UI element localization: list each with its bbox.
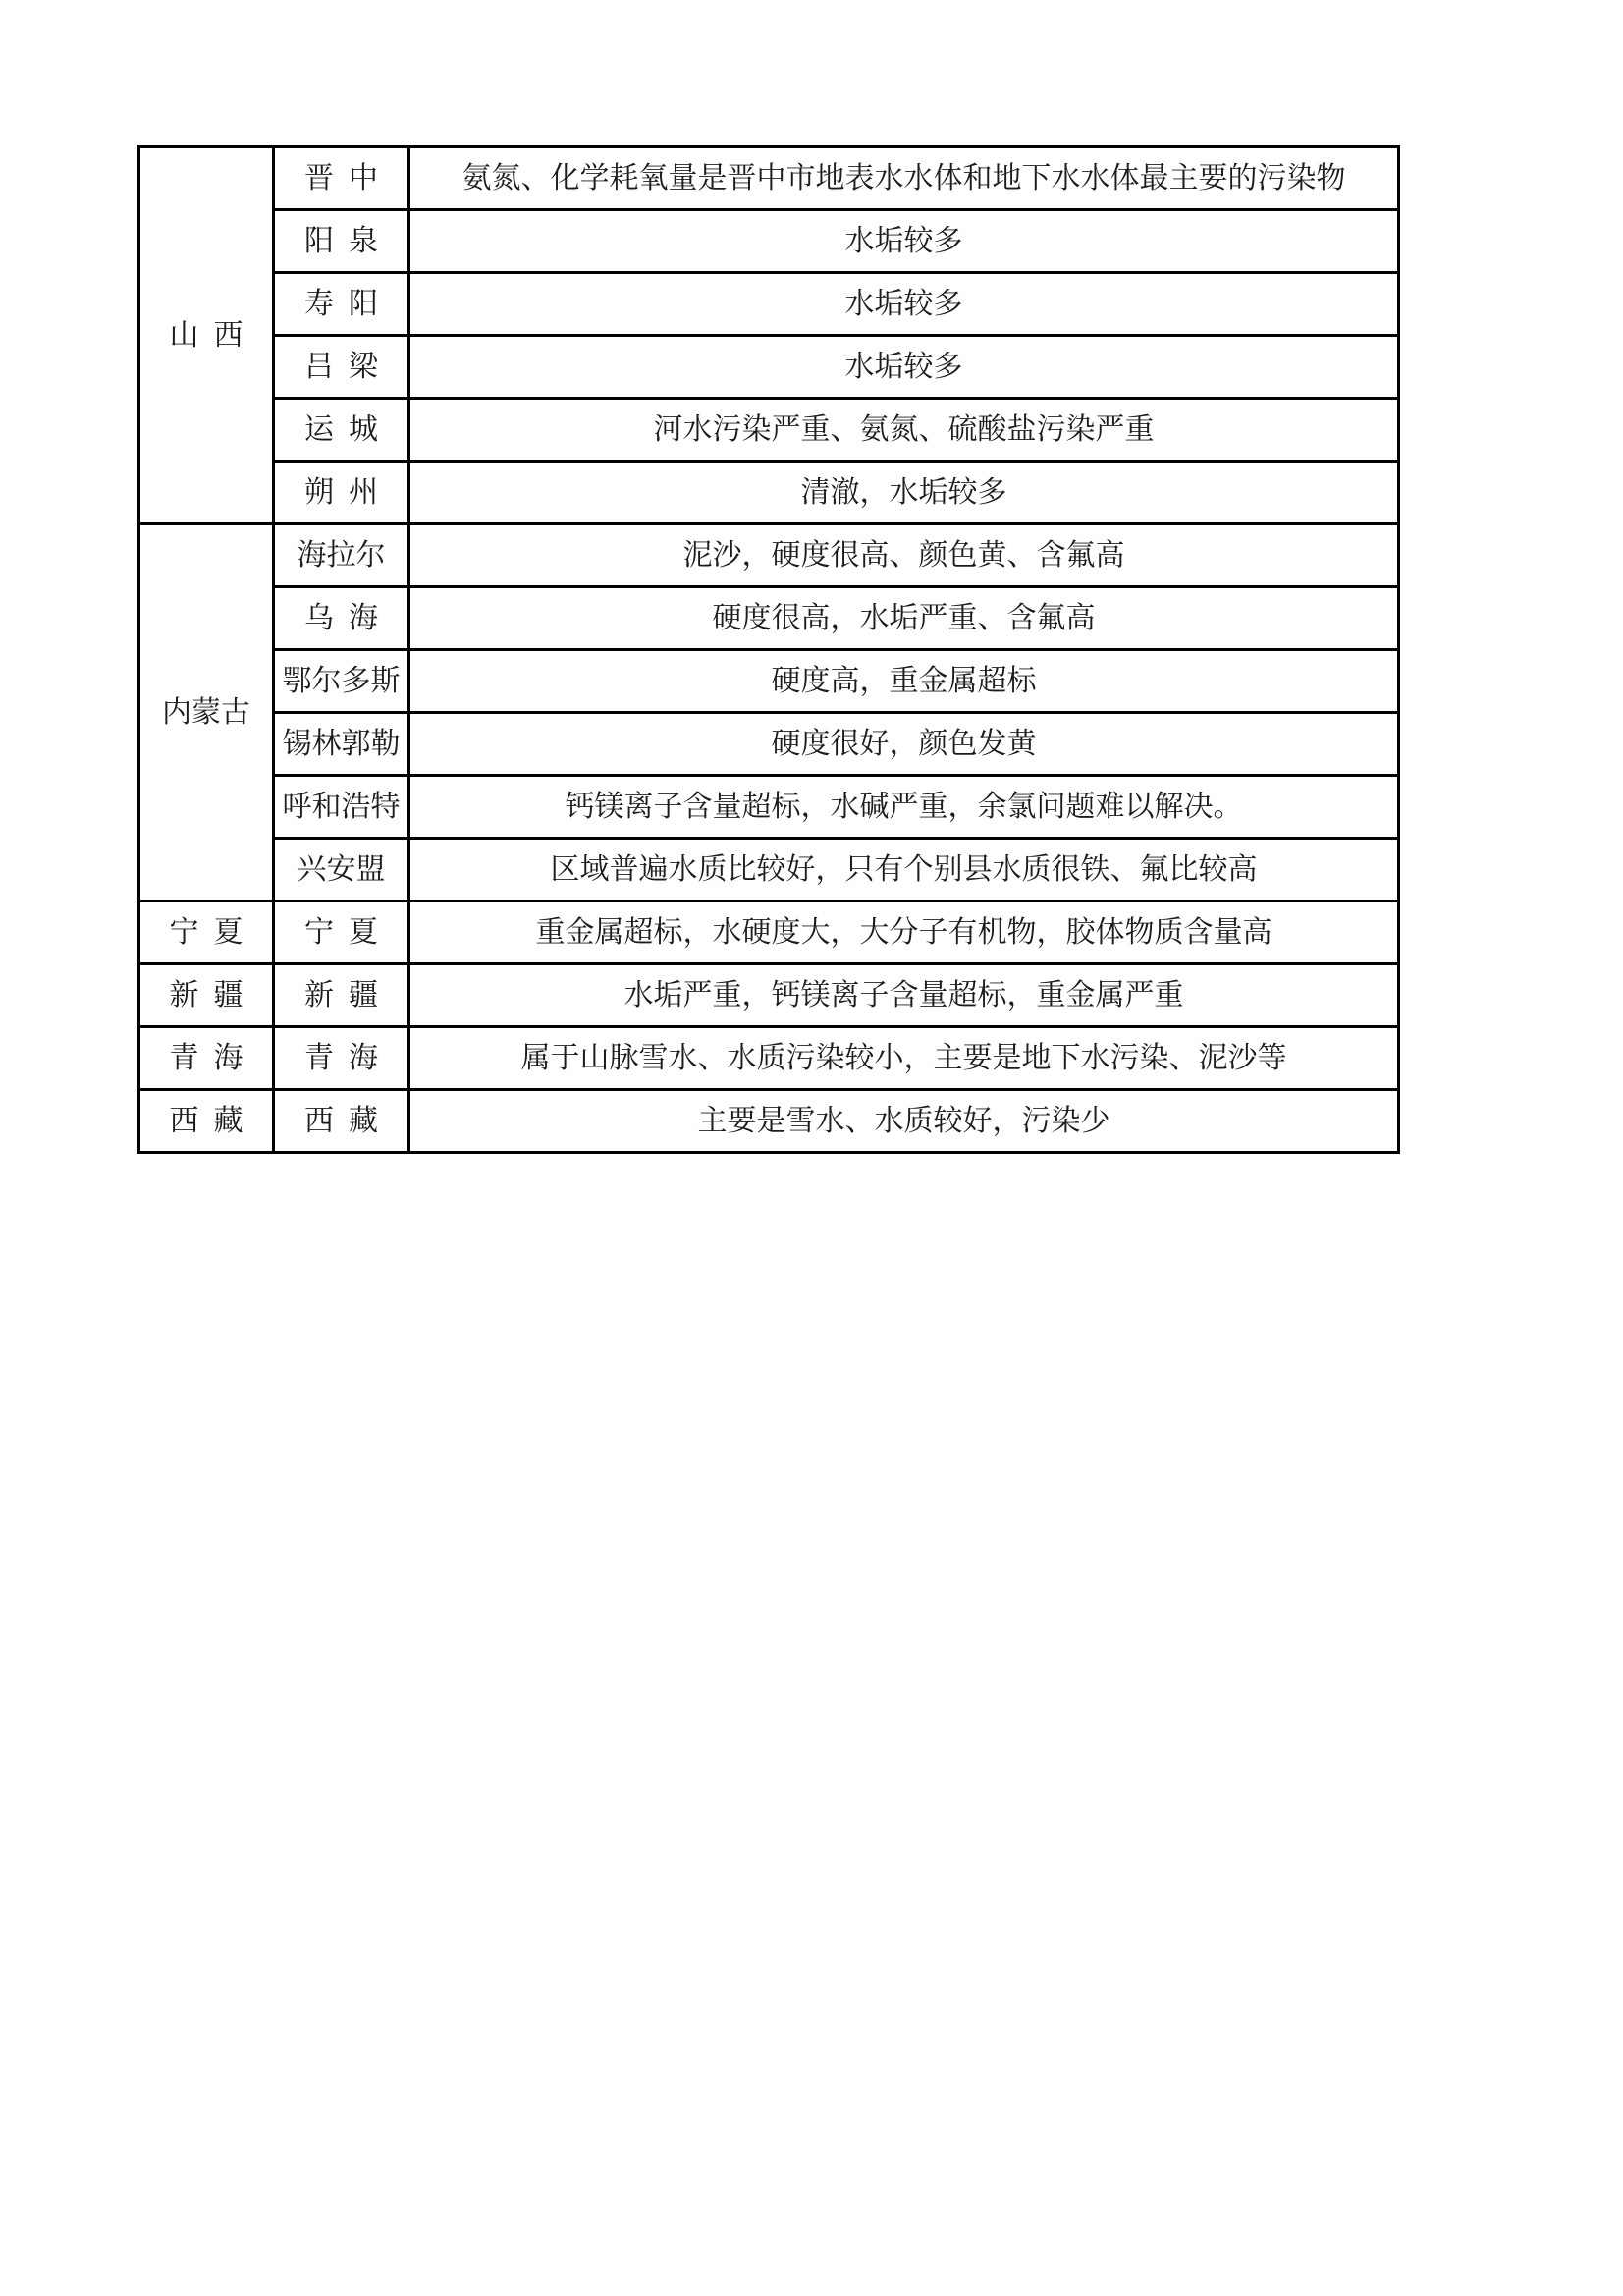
city-label: 寿阳 <box>304 287 393 320</box>
description-text: 属于山脉雪水、水质污染较小，主要是地下水污染、泥沙等 <box>520 1041 1287 1074</box>
city-cell <box>274 587 409 650</box>
city-cell <box>274 524 409 587</box>
description-text: 清澈，水垢较多 <box>800 475 1007 509</box>
table-row <box>139 713 1399 776</box>
city-label: 晋中 <box>304 161 393 194</box>
table-row <box>139 839 1399 902</box>
city-cell <box>274 336 409 399</box>
description-text: 水垢较多 <box>844 287 963 320</box>
city-label: 西藏 <box>304 1104 393 1137</box>
city-cell <box>274 273 409 336</box>
description-cell <box>409 147 1399 210</box>
description-cell <box>409 524 1399 587</box>
description-text: 硬度很好，颜色发黄 <box>771 727 1037 760</box>
description-cell <box>409 210 1399 273</box>
province-cell <box>139 1090 274 1153</box>
description-text: 水垢较多 <box>844 224 963 257</box>
province-label: 新疆 <box>169 978 258 1011</box>
description-text: 河水污染严重、氨氮、硫酸盐污染严重 <box>653 412 1155 446</box>
city-label: 青海 <box>304 1041 393 1074</box>
description-cell <box>409 399 1399 462</box>
description-cell <box>409 650 1399 713</box>
province-cell <box>139 902 274 964</box>
city-cell <box>274 399 409 462</box>
description-cell <box>409 273 1399 336</box>
province-cell <box>139 964 274 1027</box>
description-text: 主要是雪水、水质较好，污染少 <box>697 1104 1110 1137</box>
description-cell <box>409 839 1399 902</box>
city-label: 新疆 <box>304 978 393 1011</box>
province-cell <box>139 1027 274 1090</box>
city-cell <box>274 839 409 902</box>
description-cell <box>409 776 1399 839</box>
table-row <box>139 587 1399 650</box>
table-row <box>139 336 1399 399</box>
province-label: 青海 <box>169 1041 258 1074</box>
table-row <box>139 273 1399 336</box>
city-cell <box>274 210 409 273</box>
city-label: 朔州 <box>304 475 393 509</box>
table-row <box>139 210 1399 273</box>
description-text: 重金属超标，水硬度大，大分子有机物，胶体物质含量高 <box>535 915 1272 949</box>
province-label: 西藏 <box>169 1104 258 1137</box>
table-row <box>139 650 1399 713</box>
description-text: 钙镁离子含量超标，水碱严重，余氯问题难以解决。 <box>565 790 1243 823</box>
province-label: 山西 <box>169 318 258 352</box>
table-row <box>139 902 1399 964</box>
description-text: 氨氮、化学耗氧量是晋中市地表水水体和地下水水体最主要的污染物 <box>461 161 1346 194</box>
city-label: 鄂尔多斯 <box>282 664 401 697</box>
table-row <box>139 524 1399 587</box>
city-cell <box>274 713 409 776</box>
description-cell <box>409 336 1399 399</box>
table-row <box>139 1090 1399 1153</box>
description-text: 硬度高，重金属超标 <box>771 664 1037 697</box>
city-cell <box>274 1027 409 1090</box>
city-label: 宁夏 <box>304 915 393 949</box>
city-cell <box>274 964 409 1027</box>
city-label: 锡林郭勒 <box>282 727 401 760</box>
province-cell <box>139 524 274 902</box>
province-cell <box>139 147 274 524</box>
table-row <box>139 462 1399 524</box>
water-quality-table-body <box>139 147 1399 1153</box>
city-cell <box>274 147 409 210</box>
city-cell <box>274 650 409 713</box>
table-row <box>139 776 1399 839</box>
city-cell <box>274 902 409 964</box>
table-row <box>139 964 1399 1027</box>
description-text: 区域普遍水质比较好，只有个别县水质很铁、氟比较高 <box>550 852 1258 886</box>
city-cell <box>274 1090 409 1153</box>
description-cell <box>409 462 1399 524</box>
province-label: 内蒙古 <box>162 695 250 729</box>
table-row <box>139 147 1399 210</box>
description-cell <box>409 713 1399 776</box>
description-cell <box>409 587 1399 650</box>
city-cell <box>274 776 409 839</box>
description-text: 水垢较多 <box>844 350 963 383</box>
table-row <box>139 1027 1399 1090</box>
city-label: 吕梁 <box>304 350 393 383</box>
city-label: 兴安盟 <box>297 852 386 886</box>
city-label: 呼和浩特 <box>282 790 401 823</box>
description-cell <box>409 964 1399 1027</box>
city-cell <box>274 462 409 524</box>
city-label: 运城 <box>304 412 393 446</box>
province-label: 宁夏 <box>169 915 258 949</box>
city-label: 乌海 <box>304 601 393 634</box>
table-row <box>139 399 1399 462</box>
description-text: 泥沙，硬度很高、颜色黄、含氟高 <box>682 538 1125 572</box>
water-quality-table <box>137 145 1400 1154</box>
description-cell <box>409 1027 1399 1090</box>
city-label: 海拉尔 <box>297 538 386 572</box>
description-cell <box>409 1090 1399 1153</box>
description-text: 水垢严重，钙镁离子含量超标，重金属严重 <box>623 978 1184 1011</box>
description-cell <box>409 902 1399 964</box>
city-label: 阳泉 <box>304 224 393 257</box>
description-text: 硬度很高，水垢严重、含氟高 <box>712 601 1096 634</box>
